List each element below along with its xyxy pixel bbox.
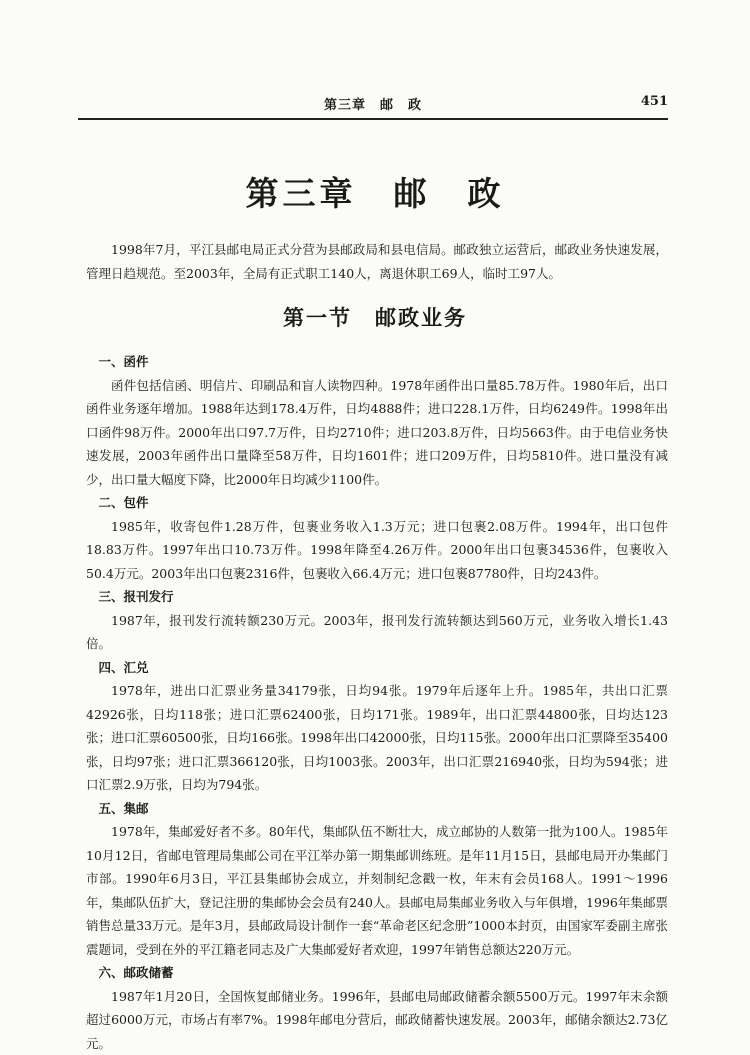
intro-paragraph: 1998年7月，平江县邮电局正式分营为县邮政局和县电信局。邮政独立运营后，邮政业务快速发展，管理日趋规范。至2003年，全局有正式职工140人，离退休职工69人，临时工97人。 (86, 238, 668, 285)
subsection-heading-newspapers: 三、报刊发行 (86, 585, 668, 609)
subsection-text-letters: 函件包括信函、明信片、印刷品和盲人读物四种。1978年函件出口量85.78万件。1980年后，出口函件业务逐年增加。1988年达到178.4万件，日均4888件；进口228.1万件，日均6249件。1998年出口函件98万件。2000年出口97.7万件，日均2710件；进口203.8万件，日均5663件。由于电信业务快速发展，2003年函件出口量降至58万件，日均1601件；进口209万件，日均5810件。进口量没有减少，出口量大幅度下降，比2000年日均减少1100件。 (86, 374, 668, 492)
chapter-title: 第三章 邮 政 (0, 168, 750, 215)
section-title: 第一节 邮政业务 (0, 302, 750, 332)
header-rule (78, 118, 668, 120)
subsection-text-parcels: 1985年，收寄包件1.28万件，包裹业务收入1.3万元；进口包裹2.08万件。1994年，出口包件18.83万件。1997年出口10.73万件。1998年降至4.26万件。2000年出口包裹34536件，包裹收入50.4万元。2003年出口包裹2316件，包裹收入66.4万元；进口包裹87780件，日均243件。 (86, 515, 668, 586)
page-number: 451 (641, 94, 668, 109)
subsection-text-savings: 1987年1月20日，全国恢复邮储业务。1996年，县邮电局邮政储蓄余额5500万元。1997年末余额超过6000万元，市场占有率7%。1998年邮电分营后，邮政储蓄快速发展。2003年，邮储余额达2.73亿元。 (86, 985, 668, 1055)
running-title: 第三章 邮 政 (78, 94, 668, 113)
intro-block (86, 238, 668, 285)
subsection-heading-parcels: 二、包件 (86, 491, 668, 515)
section-content (86, 350, 668, 1055)
subsection-text-newspapers: 1987年，报刊发行流转额230万元。2003年，报刊发行流转额达到560万元，业务收入增长1.43倍。 (86, 609, 668, 656)
subsection-heading-remittance: 四、汇兑 (86, 656, 668, 680)
subsection-heading-letters: 一、函件 (86, 350, 668, 374)
subsection-text-philately: 1978年，集邮爱好者不多。80年代，集邮队伍不断壮大，成立邮协的人数第一批为100人。1985年10月12日，省邮电管理局集邮公司在平江举办第一期集邮训练班。是年11月15日，县邮电局开办集邮门市部。1990年6月3日，平江县集邮协会成立，并刻制纪念戳一枚，年末有会员168人。1991～1996年，集邮队伍扩大，登记注册的集邮协会会员有240人。县邮电局集邮业务收入与年俱增，1996年集邮票销售总量33万元。是年3月，县邮政局设计制作一套“革命老区纪念册”1000本封页，由国家军委副主席张震题词，受到在外的平江籍老同志及广大集邮爱好者欢迎，1997年销售总额达220万元。 (86, 820, 668, 961)
subsection-heading-savings: 六、邮政储蓄 (86, 961, 668, 985)
page-header (78, 92, 668, 114)
subsection-text-remittance: 1978年，进出口汇票业务量34179张，日均94张。1979年后逐年上升。1985年，共出口汇票42926张，日均118张；进口汇票62400张，日均171张。1989年，出口汇票44800张，日均达123张；进口汇票60500张，日均166张。1998年出口42000张，日均115张。2000年出口汇票降至35400张，日均97张；进口汇票366120张，日均1003张。2003年，出口汇票216940张，日均为594张；进口汇票2.9万张，日均为794张。 (86, 679, 668, 797)
subsection-heading-philately: 五、集邮 (86, 797, 668, 821)
